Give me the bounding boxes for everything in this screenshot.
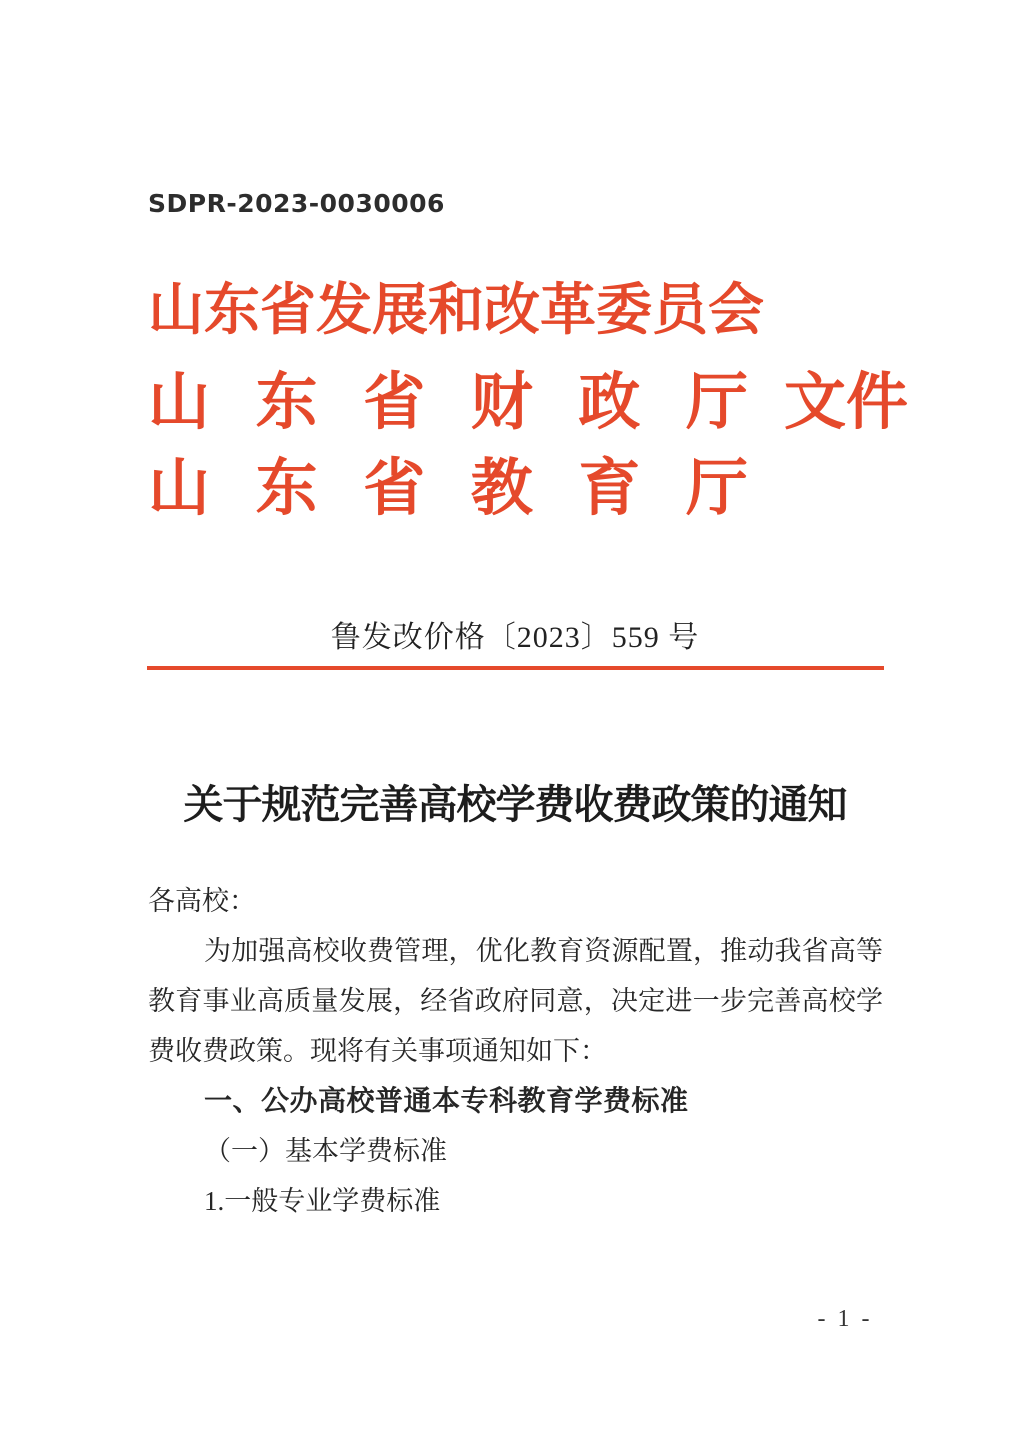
agency-char: 山	[148, 455, 211, 523]
letterhead-line-development-reform-commission: 山东省发展和改革委员会	[148, 280, 764, 342]
agency-char: 政	[578, 369, 641, 437]
document-title: 关于规范完善高校学费收费政策的通知	[183, 782, 847, 827]
agency-char: 山	[148, 369, 211, 437]
section-heading-1: 一、公办高校普通本专科教育学费标准	[204, 1084, 689, 1117]
agency-char: 省	[363, 455, 426, 523]
agency-char: 厅	[685, 369, 748, 437]
agency-name-finance	[148, 360, 748, 446]
page-number: - 1 -	[817, 1306, 873, 1332]
agency-char: 厅	[685, 455, 748, 523]
agency-name-education	[148, 446, 748, 532]
paragraph-line: 费收费政策。现将有关事项通知如下：	[148, 1036, 607, 1066]
letterhead-divider-rule	[147, 666, 884, 670]
document-body	[148, 876, 883, 1226]
subsection-heading-1-1-1: 1.一般专业学费标准	[204, 1186, 441, 1216]
agency-char: 省	[363, 369, 426, 437]
agency-char: 教	[470, 455, 533, 523]
agency-char: 东	[255, 455, 318, 523]
letterhead-line-finance-department	[148, 360, 918, 446]
letterhead	[148, 274, 918, 532]
agency-char: 财	[470, 369, 533, 437]
paragraph-line: 教育事业高质量发展，经省政府同意，决定进一步完善高校学	[148, 986, 883, 1016]
letterhead-line-education-department	[148, 446, 918, 532]
document-reference-number: 鲁发改价格〔2023〕559 号	[330, 621, 700, 654]
agency-char: 东	[255, 369, 318, 437]
subsection-heading-1-1: （一）基本学费标准	[204, 1136, 447, 1166]
agency-char: 育	[578, 455, 641, 523]
salutation: 各高校：	[148, 886, 256, 916]
letterhead-document-word: 文件	[784, 369, 909, 437]
paragraph-line: 为加强高校收费管理，优化教育资源配置，推动我省高等	[204, 936, 883, 966]
regulation-code: SDPR-2023-0030006	[148, 189, 445, 218]
